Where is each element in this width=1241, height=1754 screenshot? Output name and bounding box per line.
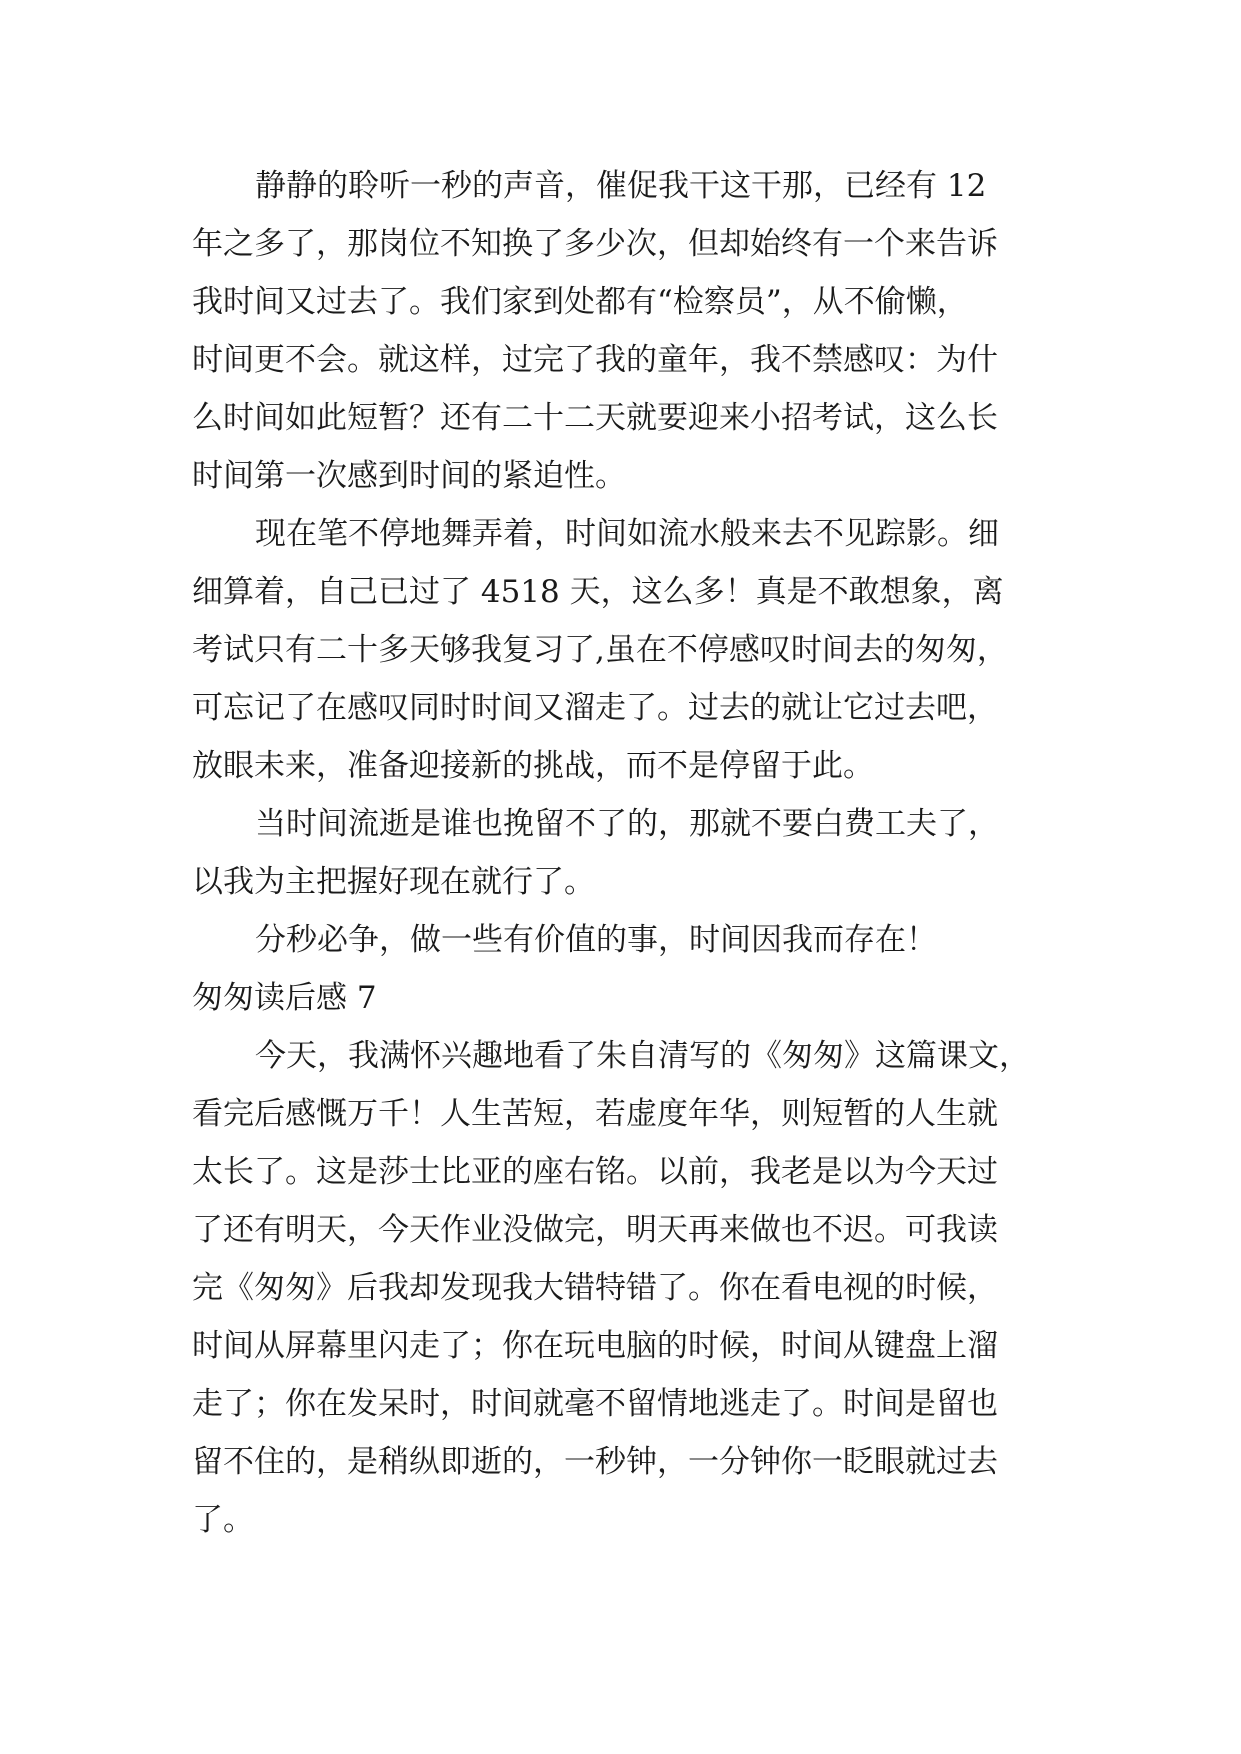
text-line: 细算着，自己已过了 4518 天，这么多！真是不敢想象，离 [192, 574, 1004, 610]
text-line: 么时间如此短暂？还有二十二天就要迎来小招考试，这么长 [192, 400, 998, 436]
text-line: 时间从屏幕里闪走了；你在玩电脑的时候，时间从键盘上溜 [192, 1328, 998, 1364]
text-line: 年之多了，那岗位不知换了多少次，但却始终有一个来告诉 [192, 226, 998, 262]
text-line: 留不住的，是稍纵即逝的，一秒钟，一分钟你一眨眼就过去 [192, 1444, 998, 1480]
text-line: 看完后感慨万千！人生苦短，若虚度年华，则短暂的人生就 [192, 1096, 998, 1132]
text-line: 现在笔不停地舞弄着，时间如流水般来去不见踪影。细 [255, 516, 999, 552]
text-line: 了还有明天，今天作业没做完，明天再来做也不迟。可我读 [192, 1212, 998, 1248]
text-line: 分秒必争，做一些有价值的事，时间因我而存在！ [255, 922, 937, 958]
section-heading: 匆匆读后感 7 [192, 980, 377, 1016]
text-line: 今天，我满怀兴趣地看了朱自清写的《匆匆》这篇课文， [255, 1038, 1030, 1074]
text-line: 走了；你在发呆时，时间就毫不留情地逃走了。时间是留也 [192, 1386, 998, 1422]
text-line: 当时间流逝是谁也挽留不了的，那就不要白费工夫了， [255, 806, 999, 842]
text-line: 静静的聆听一秒的声音，催促我干这干那，已经有 12 [255, 168, 987, 204]
text-line: 完《匆匆》后我却发现我大错特错了。你在看电视的时候， [192, 1270, 998, 1306]
text-line: 我时间又过去了。我们家到处都有“检察员”，从不偷懒， [192, 284, 968, 320]
text-line: 时间第一次感到时间的紧迫性。 [192, 458, 626, 494]
text-line: 了。 [192, 1502, 254, 1538]
text-line: 放眼未来，准备迎接新的挑战，而不是停留于此。 [192, 748, 874, 784]
text-line: 可忘记了在感叹同时时间又溜走了。过去的就让它过去吧， [192, 690, 998, 726]
text-line: 考试只有二十多天够我复习了,虽在不停感叹时间去的匆匆， [192, 632, 1008, 668]
text-line: 时间更不会。就这样，过完了我的童年，我不禁感叹：为什 [192, 342, 998, 378]
text-line: 以我为主把握好现在就行了。 [192, 864, 595, 900]
text-line: 太长了。这是莎士比亚的座右铭。以前，我老是以为今天过 [192, 1154, 998, 1190]
